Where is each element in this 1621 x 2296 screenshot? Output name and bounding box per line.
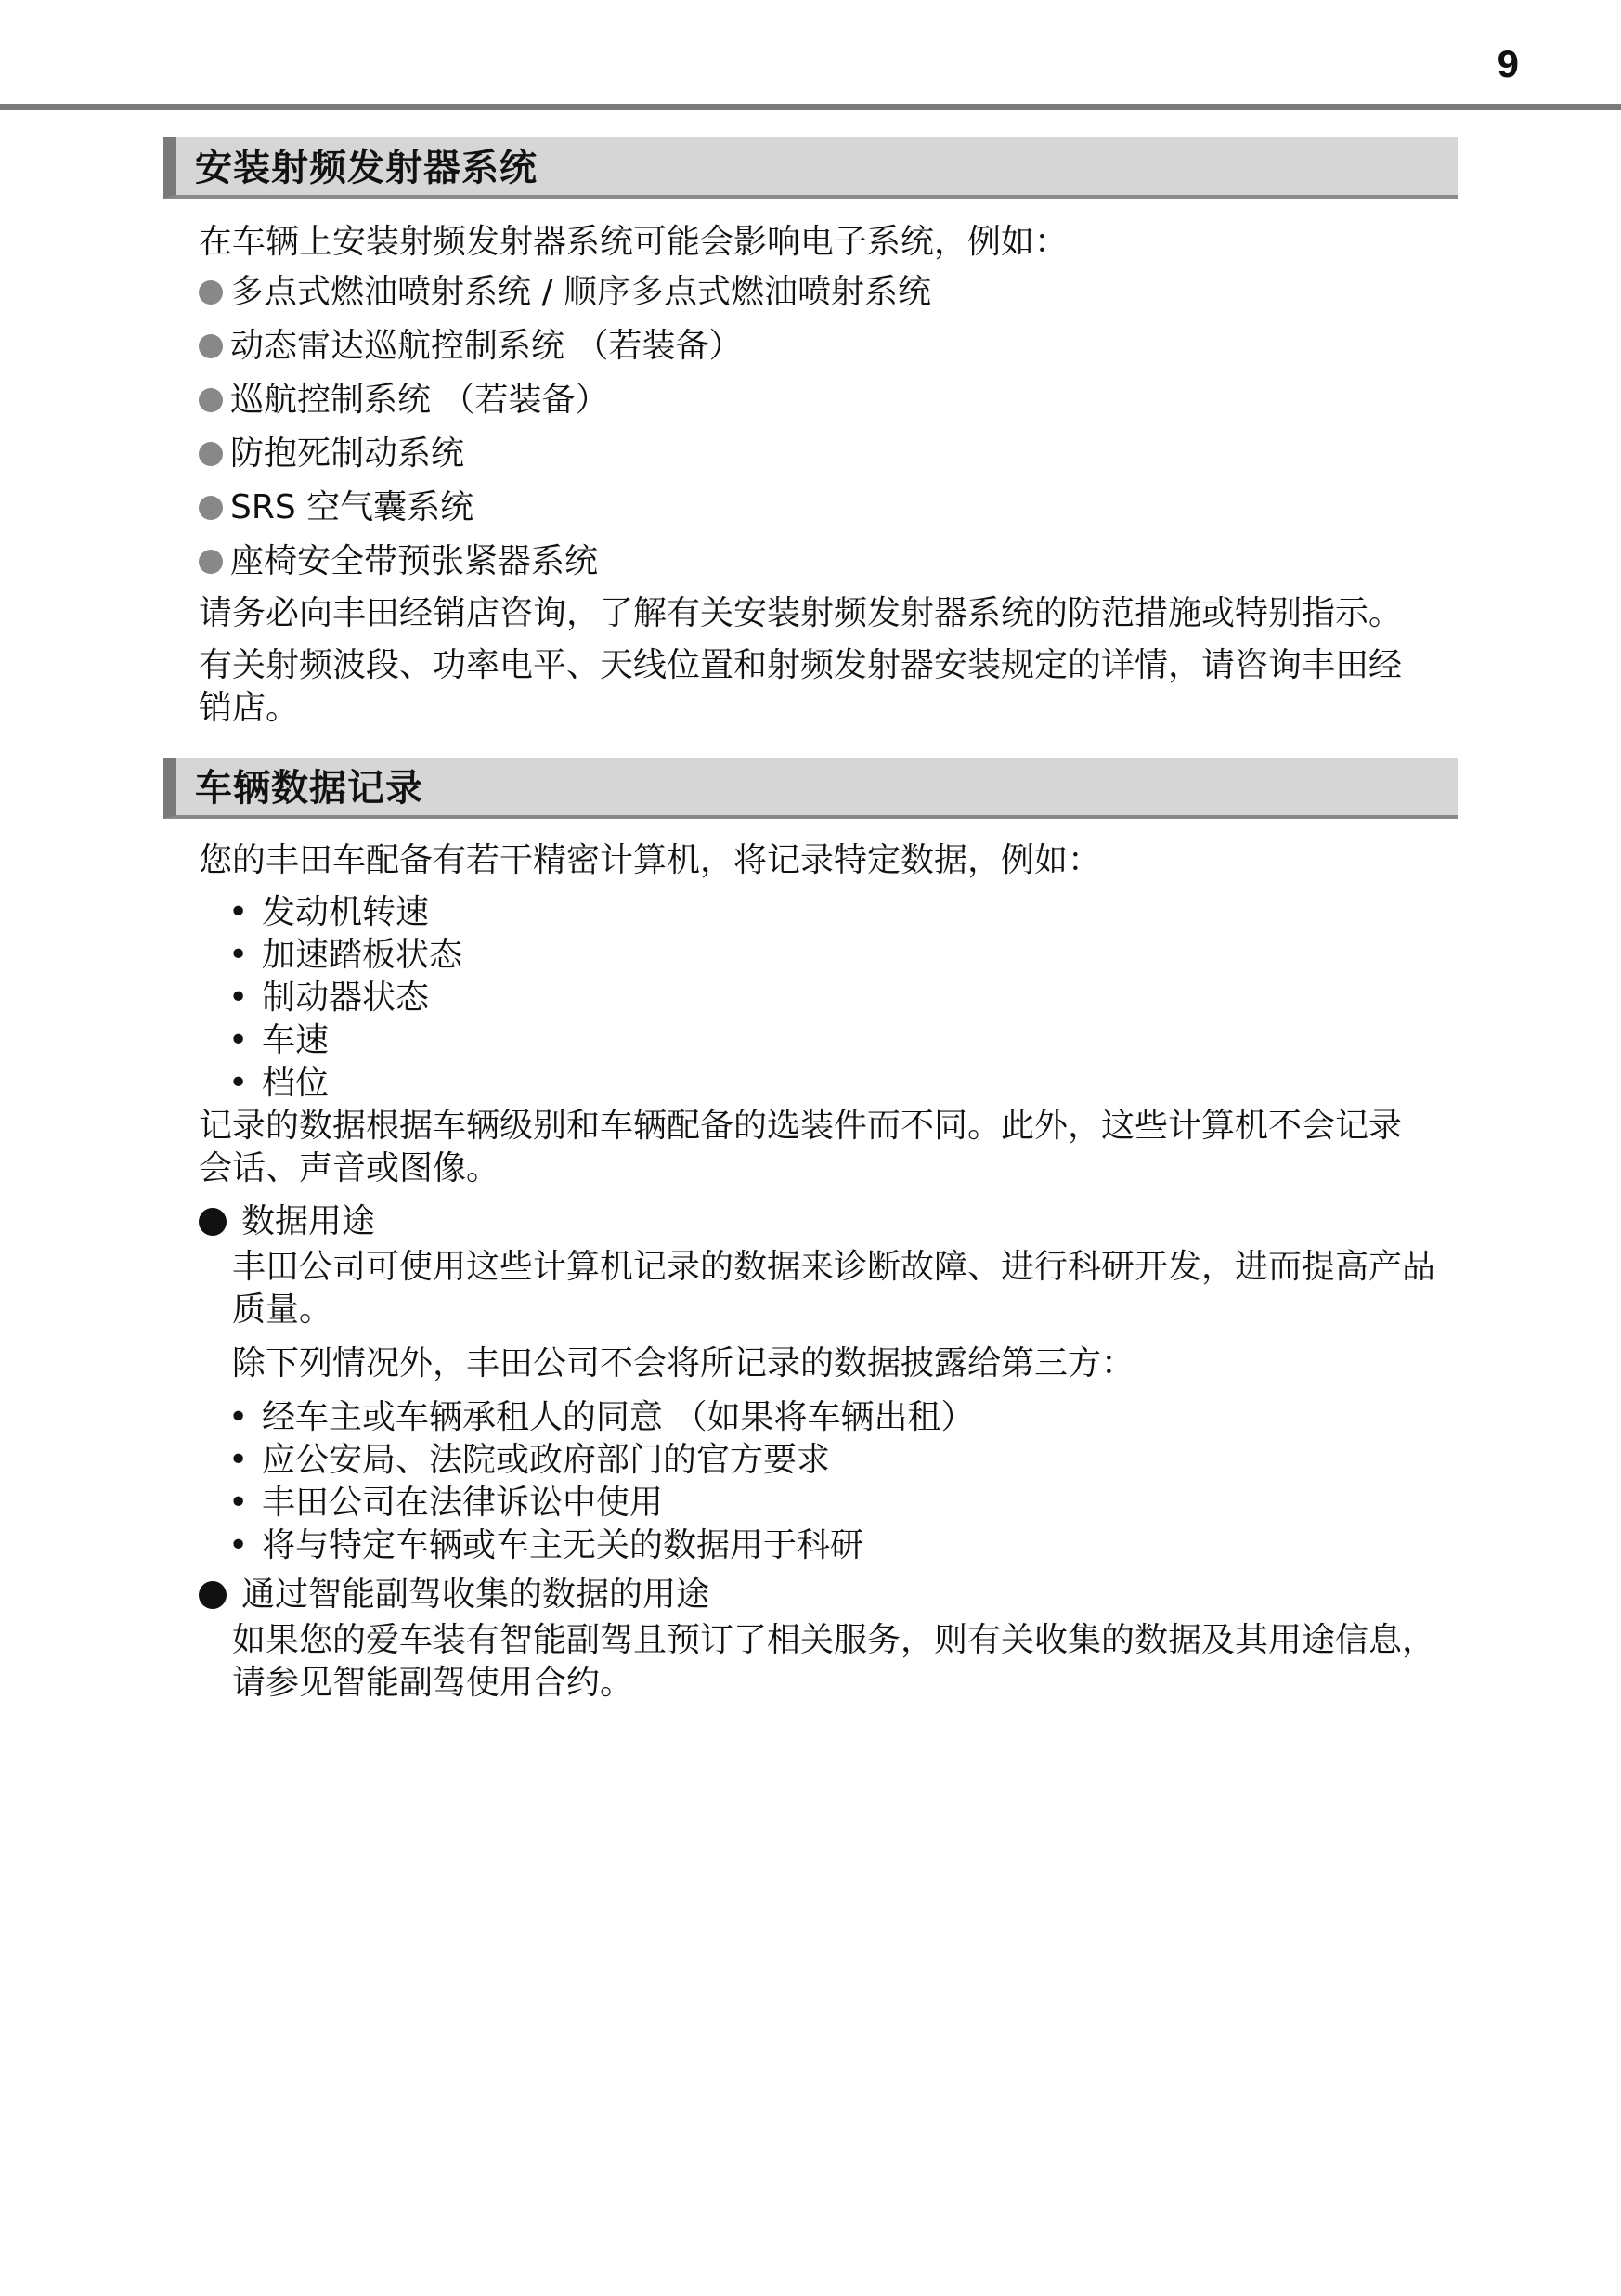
bullet-dot-icon — [199, 1581, 227, 1609]
paragraph: 如果您的爱车装有智能副驾且预订了相关服务，则有关收集的数据及其用途信息，请参见智能副驾使用合约。 — [232, 1621, 1436, 1702]
bullet-dot-icon — [199, 442, 223, 466]
bullet-dot-icon — [199, 496, 223, 520]
paragraph: 请务必向丰田经销店咨询，了解有关安装射频发射器系统的防范措施或特别指示。 — [199, 594, 1403, 632]
section-intro: 您的丰田车配备有若干精密计算机，将记录特定数据，例如： — [199, 841, 1102, 879]
section-title: 车辆数据记录 — [195, 767, 423, 810]
bullet-dot-icon — [199, 280, 223, 305]
list-item: • 加速踏板状态 — [228, 936, 463, 974]
bullet-dot-icon — [199, 388, 223, 412]
page-content — [163, 137, 1458, 1705]
paragraph: 丰田公司可使用这些计算机记录的数据来诊断故障、进行科研开发，进而提高产品质量。 — [232, 1248, 1436, 1329]
list-item: • 应公安局、法院或政府部门的官方要求 — [228, 1441, 831, 1479]
list-item: 座椅安全带预张紧器系统 — [199, 535, 1458, 589]
list-item: • 将与特定车辆或车主无关的数据用于科研 — [228, 1526, 864, 1564]
list-item: • 制动器状态 — [228, 979, 430, 1017]
list-item: • 车速 — [228, 1021, 330, 1059]
subsection-heading: 通过智能副驾收集的数据的用途 — [199, 1571, 1458, 1619]
paragraph: 除下列情况外，丰田公司不会将所记录的数据披露给第三方： — [232, 1344, 1135, 1382]
page-number: 9 — [1497, 42, 1519, 85]
section-header-rf — [163, 137, 1458, 199]
list-item: • 档位 — [228, 1064, 330, 1102]
list-item: 巡航控制系统 （若装备） — [199, 373, 1458, 427]
list-item: SRS 空气囊系统 — [199, 481, 1458, 535]
section-header-data-recording — [163, 758, 1458, 819]
list-item: • 经车主或车辆承租人的同意 （如果将车辆出租） — [228, 1398, 975, 1436]
bullet-dot-icon — [199, 1208, 227, 1236]
list-item: • 丰田公司在法律诉讼中使用 — [228, 1484, 664, 1522]
section-intro: 在车辆上安装射频发射器系统可能会影响电子系统，例如： — [199, 223, 1069, 261]
list-item: 动态雷达巡航控制系统 （若装备） — [199, 319, 1458, 373]
list-item: 防抱死制动系统 — [199, 427, 1458, 481]
bullet-dot-icon — [199, 334, 223, 358]
list-item: • 发动机转速 — [228, 893, 430, 931]
section-title: 安装射频发射器系统 — [195, 147, 538, 189]
paragraph: 记录的数据根据车辆级别和车辆配备的选装件而不同。此外，这些计算机不会记录会话、声音或图像。 — [199, 1107, 1403, 1187]
top-rule — [0, 104, 1621, 110]
bullet-dot-icon — [199, 550, 223, 574]
subsection-heading: 数据用途 — [199, 1198, 1458, 1246]
list-item: 多点式燃油喷射系统 / 顺序多点式燃油喷射系统 — [199, 266, 1458, 319]
paragraph: 有关射频波段、功率电平、天线位置和射频发射器安装规定的详情，请咨询丰田经销店。 — [199, 646, 1403, 727]
